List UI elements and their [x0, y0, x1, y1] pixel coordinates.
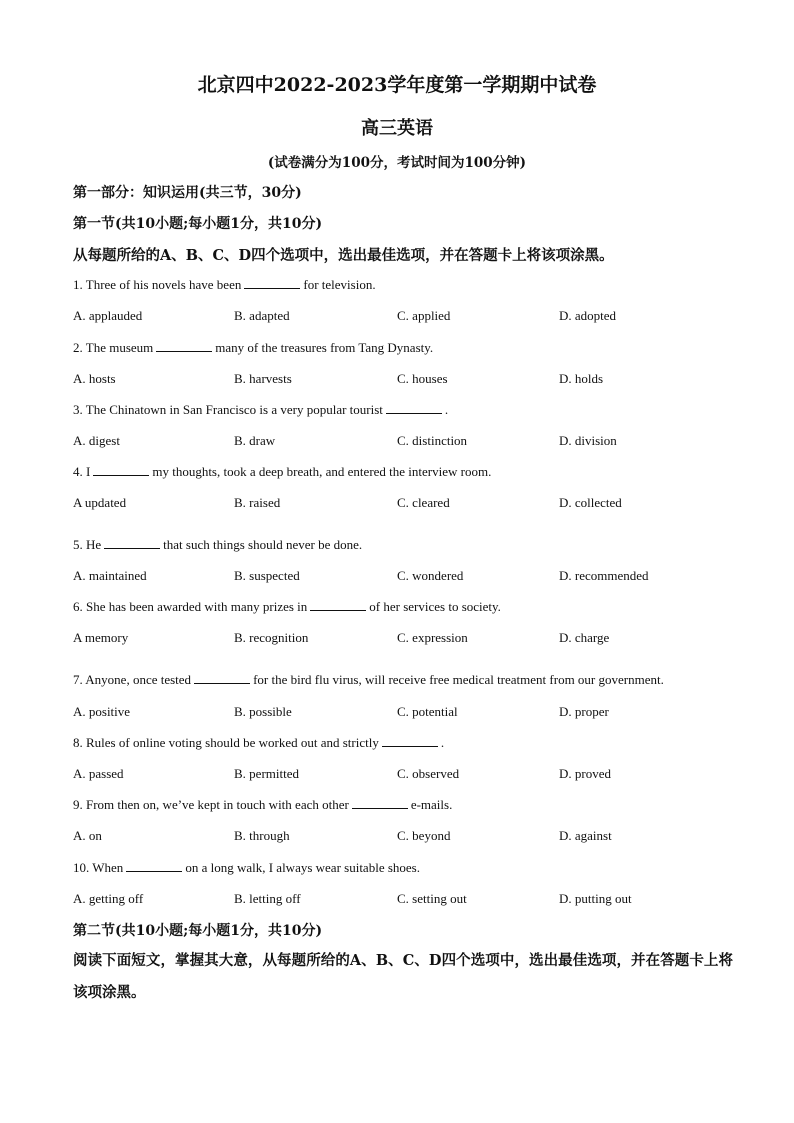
question-text-pre: 7. Anyone, once tested — [73, 672, 192, 687]
option-d: D. division — [559, 433, 617, 448]
option-b: B. draw — [234, 433, 276, 448]
option-d: D. putting out — [559, 891, 632, 906]
option-c: C. expression — [397, 630, 468, 645]
exam-note: (试卷满分为100分，考试时间为100分钟) — [267, 155, 527, 171]
question-text-post: . — [444, 402, 449, 417]
question-8 — [73, 735, 444, 751]
answer-blank — [382, 735, 438, 747]
question-text-pre: 4. I — [73, 464, 91, 479]
option-a: A. hosts — [73, 371, 116, 386]
option-c: C. distinction — [397, 433, 468, 448]
question-text-pre: 8. Rules of online voting should be worked out and strictly — [73, 735, 379, 750]
question-1 — [73, 277, 376, 293]
answer-blank — [386, 402, 442, 414]
section1-instruction: 从每题所给的A、B、C、D四个选项中，选出最佳选项，并在答题卡上将该项涂黑。 — [73, 247, 614, 264]
option-a: A. maintained — [73, 568, 147, 583]
option-a: A. applauded — [73, 308, 143, 323]
question-text-post: for television. — [303, 277, 376, 292]
question-text-post: e-mails. — [410, 797, 453, 812]
question-text-pre: 6. She has been awarded with many prizes in — [73, 599, 308, 614]
options-5 — [73, 568, 733, 586]
answer-blank — [310, 599, 366, 611]
option-c: C. cleared — [397, 495, 450, 510]
options-1 — [73, 308, 733, 326]
part1-heading: 第一部分：知识运用(共三节，30分) — [73, 185, 302, 201]
question-text-post: that such things should never be done. — [163, 537, 363, 552]
question-9 — [73, 797, 452, 813]
option-a: A. passed — [73, 766, 124, 781]
question-4 — [73, 464, 491, 480]
options-8 — [73, 766, 733, 784]
option-a: A updated — [73, 495, 127, 510]
option-d: D. adopted — [559, 308, 617, 323]
option-d: D. against — [559, 828, 612, 843]
question-text-post: many of the treasures from Tang Dynasty. — [215, 340, 434, 355]
question-text-pre: 1. Three of his novels have been — [73, 277, 242, 292]
option-b: B. adapted — [234, 308, 290, 323]
answer-blank — [126, 860, 182, 872]
answer-blank — [156, 340, 212, 352]
option-a: A. positive — [73, 704, 131, 719]
option-c: C. potential — [397, 704, 458, 719]
section1-heading: 第一节(共10小题;每小题1分，共10分) — [73, 216, 323, 232]
question-text-pre: 10. When — [73, 860, 124, 875]
option-d: D. recommended — [559, 568, 649, 583]
question-3 — [73, 402, 448, 418]
options-7 — [73, 704, 733, 722]
question-text-post: for the bird flu virus, will receive free medical treatment from our government. — [253, 672, 664, 687]
question-5 — [73, 537, 362, 553]
options-6 — [73, 630, 733, 648]
option-d: D. charge — [559, 630, 610, 645]
question-text-pre: 5. He — [73, 537, 102, 552]
question-text-post: . — [440, 735, 445, 750]
question-text-pre: 9. From then on, we’ve kept in touch with each other — [73, 797, 349, 812]
option-d: D. holds — [559, 371, 604, 386]
option-b: B. harvests — [234, 371, 292, 386]
option-b: B. suspected — [234, 568, 300, 583]
option-b: B. recognition — [234, 630, 309, 645]
option-b: B. through — [234, 828, 290, 843]
option-b: B. raised — [234, 495, 281, 510]
question-text-post: on a long walk, I always wear suitable shoes. — [185, 860, 420, 875]
options-4 — [73, 495, 733, 513]
option-b: B. possible — [234, 704, 292, 719]
option-d: D. collected — [559, 495, 622, 510]
options-2 — [73, 371, 733, 389]
question-6 — [73, 599, 501, 615]
answer-blank — [93, 464, 149, 476]
option-c: C. beyond — [397, 828, 451, 843]
option-d: D. proper — [559, 704, 609, 719]
answer-blank — [104, 537, 160, 549]
option-a: A. getting off — [73, 891, 144, 906]
options-10 — [73, 891, 733, 909]
question-10 — [73, 860, 420, 876]
answer-blank — [244, 277, 300, 289]
question-text-pre: 2. The museum — [73, 340, 154, 355]
option-c: C. wondered — [397, 568, 464, 583]
section2-heading: 第二节(共10小题;每小题1分，共10分) — [73, 923, 323, 939]
option-b: B. letting off — [234, 891, 301, 906]
question-text-pre: 3. The Chinatown in San Francisco is a very popular tourist — [73, 402, 383, 417]
exam-title: 北京四中2022-2023学年度第一学期期中试卷 — [197, 74, 597, 96]
question-2 — [73, 340, 433, 356]
section2-instruction: 阅读下面短文，掌握其大意，从每题所给的A、B、C、D四个选项中，选出最佳选项，并在答题卡上将该项涂黑。 — [73, 952, 733, 1001]
option-a: A memory — [73, 630, 129, 645]
question-text-post: of her services to society. — [369, 599, 501, 614]
option-c: C. observed — [397, 766, 460, 781]
option-d: D. proved — [559, 766, 611, 781]
options-9 — [73, 828, 733, 846]
options-3 — [73, 433, 733, 451]
question-text-post: my thoughts, took a deep breath, and entered the interview room. — [152, 464, 492, 479]
option-a: A. digest — [73, 433, 120, 448]
question-7 — [73, 672, 664, 688]
option-c: C. houses — [397, 371, 448, 386]
answer-blank — [194, 672, 250, 684]
option-a: A. on — [73, 828, 102, 843]
option-c: C. applied — [397, 308, 451, 323]
exam-subtitle: 高三英语 — [361, 118, 433, 139]
option-c: C. setting out — [397, 891, 467, 906]
option-b: B. permitted — [234, 766, 299, 781]
answer-blank — [352, 797, 408, 809]
